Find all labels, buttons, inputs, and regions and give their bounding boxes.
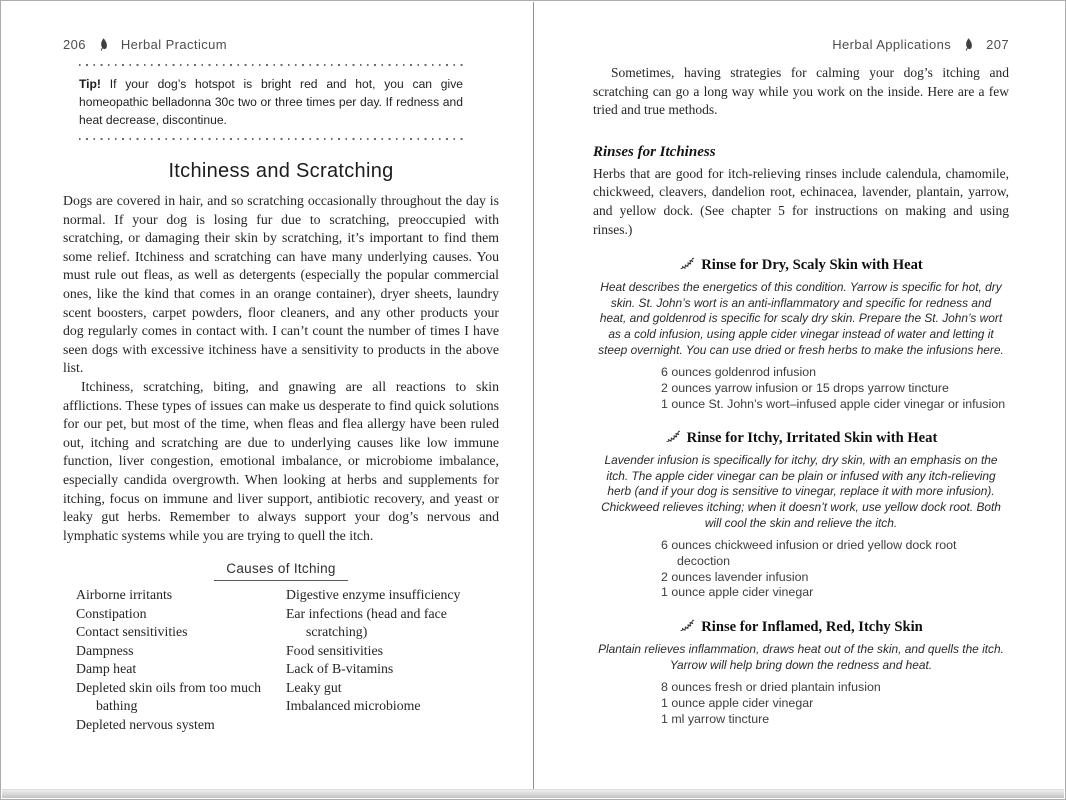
causes-table xyxy=(63,560,499,581)
causes-title: Causes of Itching xyxy=(214,561,347,581)
page-divider xyxy=(533,2,534,791)
cause-item: Depleted skin oils from too much bathing xyxy=(76,679,262,714)
causes-columns xyxy=(76,586,499,734)
rinses-intro-paragraph: Herbs that are good for itch-relieving rinses include calendula, chamomile, chickweed, cleavers, dandelion root, echinacea, lavender, plantain, yarrow, and yellow dock. (See chapter 5 for instructions on making and using rinses.) xyxy=(593,165,1009,237)
running-head-left xyxy=(63,37,499,52)
rinse-description: Lavender infusion is specifically for itchy, dry skin, with an emphasis on the itch. The apple cider vinegar can be plain or infused with any itch-relieving herb (and if your dog is sensitive to vinegar, replace it with more infusion). Chickweed relieves itching; when it doesn’t work, use yellow dock root. Both will cool the skin and relieve the itch. xyxy=(601,453,1001,530)
rinse-title: Rinse for Itchy, Irritated Skin with Heat xyxy=(593,430,1009,448)
ingredient-item: 8 ounces fresh or dried plantain infusion xyxy=(661,680,881,695)
rinse-section xyxy=(593,619,1009,727)
cause-item: Contact sensitivities xyxy=(76,624,188,640)
ingredient-item: 2 ounces yarrow infusion or 15 drops yarrow tincture xyxy=(661,380,949,395)
page-right xyxy=(534,1,1066,791)
body-paragraph: Dogs are covered in hair, and so scratching occasionally throughout the day is normal. If your dog is losing fur due to scratching, preoccupied with scratching, or damaging their skin by scratching, it’s important to find them some relief. Itchiness and scratching can have many underlying causes. You must rule out fleas, as well as detergents (especially the popular commercial ones, like the kind that comes in an orange container), dryer sheets, laundry scent boosters, carpet powders, floor cleaners, and any other products your dog regularly comes in contact with. I can’t count the number of times I have seen dogs with excessive itchiness have a sensitivity to products in the above list. xyxy=(63,193,499,376)
tip-label: Tip! xyxy=(79,77,101,91)
page-number-right: 207 xyxy=(986,37,1009,52)
ingredient-item: 1 ounce apple cider vinegar xyxy=(661,585,814,600)
cause-item: Lack of B-vitamins xyxy=(286,661,394,677)
dotted-rule-top xyxy=(79,64,463,66)
ingredient-item: 1 ounce apple cider vinegar xyxy=(661,695,814,710)
rinse-title: Rinse for Inflamed, Red, Itchy Skin xyxy=(593,619,1009,637)
rinse-description: Heat describes the energetics of this condition. Yarrow is specific for hot, dry skin. St. John’s wort is an anti-inflammatory and specific for redness and heat, and goldenrod is specific for scaly dry skin. Prepare the St. John’s wort as a cold infusion, using apple cider vinegar instead of water and letting it steep overnight. You can use dried or fresh herbs to make the infusions here. xyxy=(598,280,1004,357)
sprig-icon xyxy=(679,619,695,637)
rinse-section xyxy=(593,257,1009,412)
ingredient-list xyxy=(661,680,1009,727)
body-paragraph: Itchiness, scratching, biting, and gnawing are all reactions to skin afflictions. These types of issues can make us desperate to find quick solutions for our pet, but most of the time, when fleas and flea allergy have been ruled out, itching and scratching are due to underlying causes like low immune function, liver congestion, emotional imbalance, or microbiome imbalance, especially candida overgrowth. When looking at herbs and supplements for itching, focus on immune and liver support, antibiotic recovery, and yeast or leaky gut herbs. Remember to always support your dog’s nervous and lymphatic systems while you are trying to quell the itch. xyxy=(63,378,499,543)
section-title-left: Herbal Practicum xyxy=(120,37,227,52)
leaf-icon xyxy=(964,38,973,51)
causes-column-left xyxy=(76,586,286,734)
cause-item: Food sensitivities xyxy=(286,642,383,658)
ingredient-item: 1 ounce St. John’s wort–infused apple cider vinegar or infusion xyxy=(661,396,1006,411)
page-left xyxy=(1,1,534,791)
tip-box xyxy=(79,64,463,140)
leaf-icon xyxy=(99,38,108,51)
ingredient-list xyxy=(661,538,1009,601)
running-head-right xyxy=(593,37,1009,52)
ingredient-item: 1 ml yarrow tincture xyxy=(661,711,770,726)
ingredient-list xyxy=(661,365,1009,412)
cause-item: Depleted nervous system xyxy=(76,716,215,732)
rinse-title: Rinse for Dry, Scaly Skin with Heat xyxy=(593,257,1009,275)
sprig-icon xyxy=(665,430,681,448)
page-number-left: 206 xyxy=(63,37,86,52)
intro-paragraph: Sometimes, having strategies for calming your dog’s itching and scratching can go a long way while you work on the inside. Here are a few tried and true methods. xyxy=(593,65,1009,118)
ingredient-item: 6 ounces goldenrod infusion xyxy=(661,365,816,380)
causes-column-right xyxy=(286,586,499,734)
cause-item: Digestive enzyme insufficiency xyxy=(286,587,461,603)
rinse-section xyxy=(593,430,1009,601)
cause-item: Dampness xyxy=(76,642,134,658)
cause-item: Airborne irritants xyxy=(76,587,173,603)
ingredient-item: 2 ounces lavender infusion xyxy=(661,569,809,584)
chapter-heading: Itchiness and Scratching xyxy=(168,160,394,182)
page-bottom-edge xyxy=(2,789,1064,798)
ingredient-item: 6 ounces chickweed infusion or dried yellow dock root decoction xyxy=(661,538,957,568)
sprig-icon xyxy=(679,257,695,275)
cause-item: Constipation xyxy=(76,605,147,621)
dotted-rule-bottom xyxy=(79,138,463,140)
rinse-description: Plantain relieves inflammation, draws heat out of the skin, and quells the itch. Yarrow will help bring down the redness and heat. xyxy=(598,642,1004,672)
rinses-subheading: Rinses for Itchiness xyxy=(593,143,716,160)
cause-item: Imbalanced microbiome xyxy=(286,698,421,714)
tip-text: Tip! If your dog’s hotspot is bright red and hot, you can give homeopathic belladonna 30c two or three times per day. If redness and heat decrease, discontinue. xyxy=(79,77,463,127)
cause-item: Leaky gut xyxy=(286,679,342,695)
cause-item: Ear infections (head and face scratching) xyxy=(286,605,447,640)
cause-item: Damp heat xyxy=(76,661,137,677)
section-title-right: Herbal Applications xyxy=(832,37,952,52)
